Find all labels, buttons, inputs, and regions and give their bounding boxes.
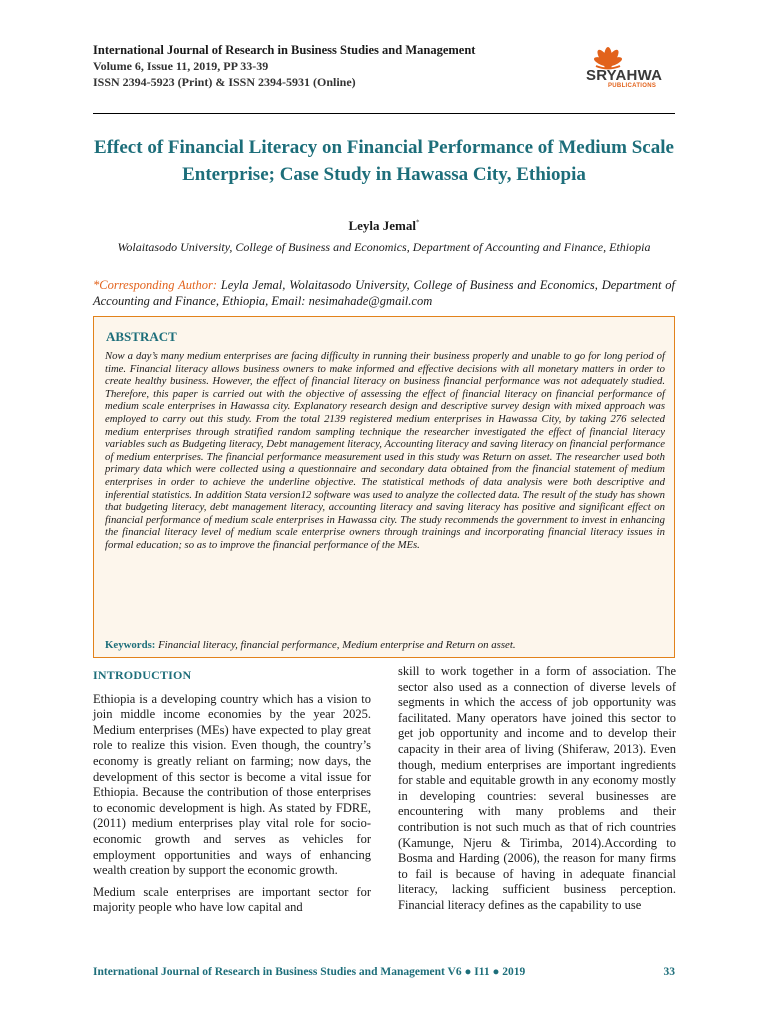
corr-label: *Corresponding Author: (93, 278, 217, 292)
intro-paragraph-1: Ethiopia is a developing country which has a vision to join middle income economies by the year 2025. Medium enterprises (MEs) have expected to play great role to realize this vision. Even though, the country’s economy is greatly reliant on farming; now days, the development of this sector is become a vital issue for Ethiopia. Because the contribution of those enterprises to economic development is high. As stated by FDRE, (2011) medium enterprises play vital role for socio-economic growth and serves as vehicles for employment opportunities and ways of enhancing wealth creation by support the economic growth. (93, 691, 371, 878)
header-divider (93, 113, 675, 114)
publisher-logo (578, 40, 678, 92)
left-column (93, 664, 371, 922)
page-footer (93, 966, 675, 978)
author-name: Leyla Jemal (348, 218, 416, 233)
paper-title: Effect of Financial Literacy on Financial Performance of Medium Scale Enterprise; Case Study in Hawassa City, Ethiopia (94, 137, 674, 185)
author-line (93, 218, 675, 234)
journal-header (93, 42, 475, 90)
author-affiliation: Wolaitasodo University, College of Business and Economics, Department of Accounting and Finance, Ethiopia (117, 240, 651, 254)
corr-text: Leyla Jemal, Wolaitasodo University, College of Business and Economics, Department of Accounting and Finance, Ethiopia, Email: nesimahade@gmail.com (93, 278, 675, 308)
author-mark: * (416, 218, 420, 227)
page-number: 33 (663, 966, 675, 978)
lotus-icon (578, 40, 678, 70)
abstract-box (93, 316, 675, 658)
journal-name: International Journal of Research in Business Studies and Management (93, 43, 476, 57)
intro-paragraph-2: Medium scale enterprises are important sector for majority people who have low capital and (93, 884, 371, 915)
keywords-label: Keywords: (105, 639, 156, 651)
abstract-heading: ABSTRACT (106, 329, 177, 344)
intro-paragraph-3: skill to work together in a form of association. The sector also used as a connection of diverse levels of segments in which the access of job opportunity was facilitated. Many operators have joined this sector to get job opportunity and income and to develop their capacity in their area of living (Shiferaw, 2013). Even though, medium enterprises are important ingredients for stable and equitable growth in any economy mostly in developing countries: several businesses are encountering with many problems and their contribution is not such much as that of rich countries (Kamunge, Njeru & Tirimba, 2014).According to Bosma and Harding (2006), the reason for many firms to fail is because of having in adequate financial literacy, lacking sufficient business perception. Financial literacy defines as the capability to use (398, 664, 676, 912)
section-heading-introduction: INTRODUCTION (93, 668, 192, 682)
logo-subtitle: PUBLICATIONS (608, 83, 657, 89)
abstract-text: Now a day’s many medium enterprises are facing difficulty in running their business properly and unable to go for long period of time. Financial literacy allows business owners to make informed and effective decisions with all monetary matters in order to create healthy business. However, the effect of financial literacy on business financial performance was not adequately studied. Therefore, this paper is carried out with the objective of assessing the effect of financial literacy on financial performance of medium scale enterprises in Hawassa city. Explanatory research design and descriptive survey design with mixed approach was employed to carry out this study. From the total 2139 registered medium enterprises in Hawassa City, by taking 276 selected medium enterprises through stratified random sampling technique the researcher investigated the effect of financial literacy variables such as Budgeting literacy, Debt management literacy, Accounting literacy and saving literacy on financial performance of medium enterprises. The financial performance measurement used in this study was Return on asset. The researcher used both primary data which were collected using a questionnaire and secondary data obtained from the financial statement of medium enterprises in order to achieve the underline objective. The statistical methods of data analysis were both descriptive and inferential statistics. In addition Stata version12 software was used to analyze the collected data. The result of the study has shown that budgeting literacy, debt management literacy, accounting literacy and saving literacy has positive and significant effect on financial performance of medium scale enterprises in Hawassa city. The study recommends the government to invest in enhancing the financial literacy level of medium scale enterprise owners through trainings and incorporating financial literacy issues in formal education; so as to improve the financial performance of the MEs. (105, 350, 665, 551)
journal-issn: ISSN 2394-5923 (Print) & ISSN 2394-5931 (Online) (93, 75, 356, 89)
footer-journal: International Journal of Research in Business Studies and Management V6 ● I11 ● 2019 (93, 966, 526, 978)
logo-brand: SRYAHWA (586, 67, 663, 84)
journal-volume: Volume 6, Issue 11, 2019, PP 33-39 (93, 59, 269, 73)
corresponding-author (93, 277, 675, 309)
keywords (105, 639, 665, 651)
right-column (398, 664, 676, 920)
keywords-list: Financial literacy, financial performance, Medium enterprise and Return on asset. (155, 639, 516, 651)
